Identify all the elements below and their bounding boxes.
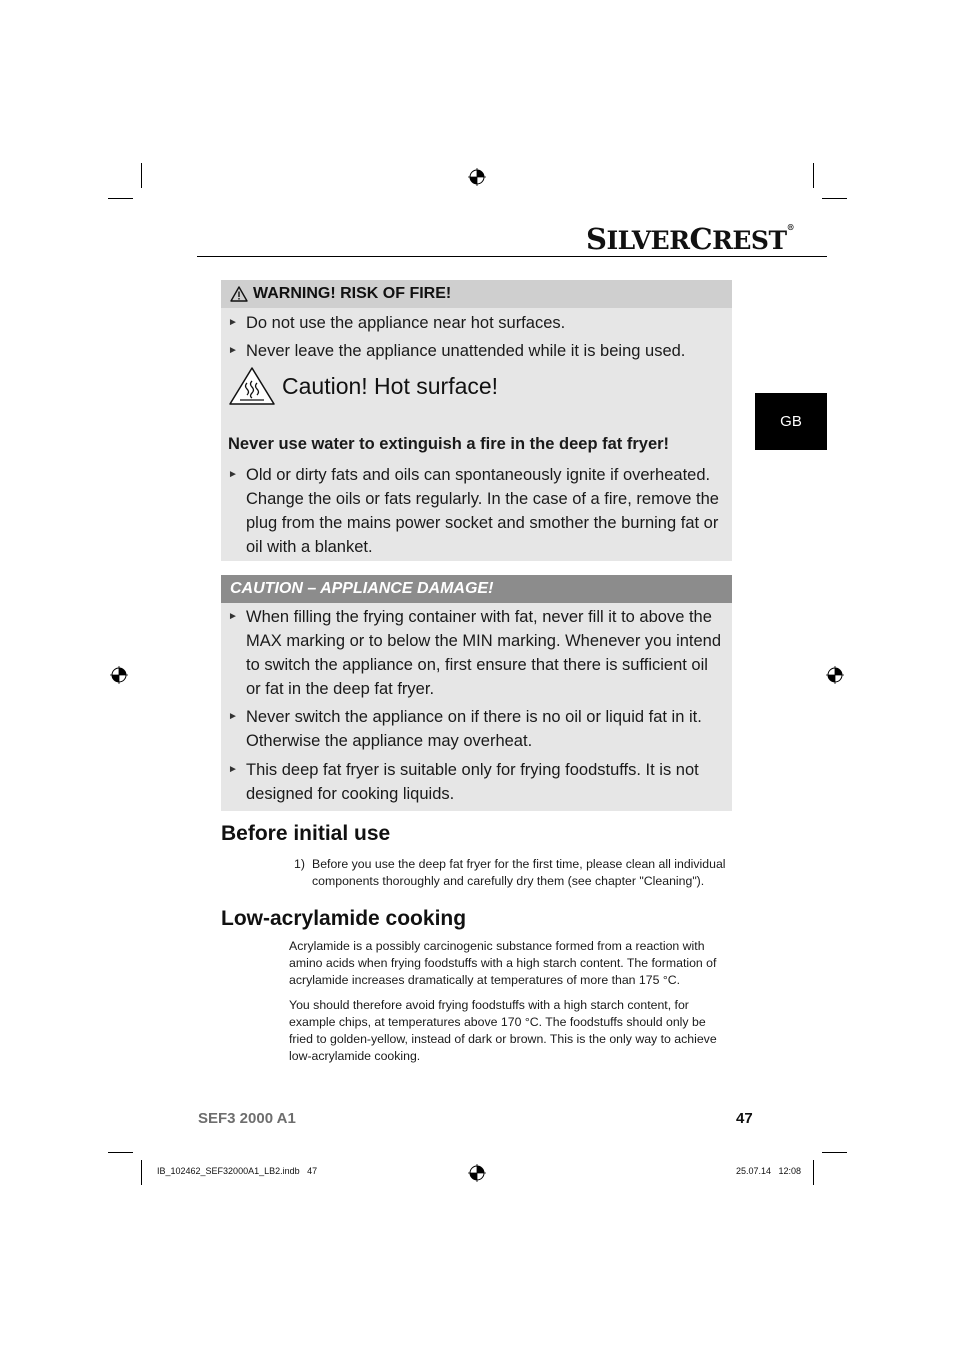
list-item: ► This deep fat fryer is suitable only for frying foodstuffs. It is not designed for cooking liquids. [228, 758, 723, 806]
triangle-right-arrow-icon: ► [228, 764, 238, 775]
warning-header [221, 280, 732, 308]
triangle-right-arrow-icon: ► [228, 469, 238, 480]
triangle-right-arrow-icon: ► [228, 317, 238, 328]
caution-title: CAUTION – APPLIANCE DAMAGE! [230, 580, 494, 597]
triangle-right-arrow-icon: ► [228, 345, 238, 356]
crop-mark [141, 163, 142, 188]
warning-triangle-icon [230, 286, 248, 302]
crop-mark [108, 198, 133, 199]
warning-title: WARNING! RISK OF FIRE! [253, 285, 452, 302]
crop-mark [822, 1152, 847, 1153]
list-item [294, 856, 734, 890]
list-item: ► Old or dirty fats and oils can spontaneously ignite if overheated. Change the oils or fats regularly. In the case of a fire, remove the plug from the mains power socket and smother the burning fat or oil with a blanket. [228, 463, 723, 559]
crop-mark [813, 163, 814, 188]
language-tab-label: GB [780, 413, 802, 430]
section-heading-before-initial-use: Before initial use [221, 822, 391, 845]
hot-surface-icon [228, 366, 276, 406]
brand-logo: SILVERCREST® [586, 222, 795, 256]
caution-box [221, 575, 732, 811]
section-heading-low-acrylamide: Low-acrylamide cooking [221, 907, 467, 930]
triangle-right-arrow-icon: ► [228, 711, 238, 722]
registration-mark-icon [468, 1164, 486, 1182]
list-item: ► Never switch the appliance on if there is no oil or liquid fat in it. Otherwise the appliance may overheat. [228, 705, 723, 753]
crop-mark [141, 1160, 142, 1185]
list-item: ► Never leave the appliance unattended while it is being used. [228, 339, 723, 363]
crop-mark [822, 198, 847, 199]
registration-mark-icon [468, 168, 486, 186]
hot-surface-label: Caution! Hot surface! [282, 372, 499, 399]
print-slug-file: IB_102462_SEF32000A1_LB2.indb 47 [157, 1166, 318, 1176]
paragraph: You should therefore avoid frying foodstuffs with a high starch content, for example chips, at temperatures above 170 °C. The foodstuffs should only be fried to golden-yellow, instead of dark or brown. This is the only way to achieve low-acrylamide cooking. [289, 998, 717, 1063]
registration-mark-icon [110, 666, 128, 684]
triangle-right-arrow-icon: ► [228, 611, 238, 622]
step-number: 1) [294, 857, 305, 871]
header-rule [197, 256, 827, 257]
list-item: ► When filling the frying container with fat, never fill it to above the MAX marking or to below the MIN marking. Whenever you intend to switch the appliance on, first ensure that there is sufficient oil or fat in the deep fat fryer. [228, 605, 723, 701]
crop-mark [813, 1160, 814, 1185]
step-text: Before you use the deep fat fryer for the first time, please clean all individual components thoroughly and carefully dry them (see chapter "Cleaning"). [312, 857, 726, 888]
crop-mark [108, 1152, 133, 1153]
list-item: ► Do not use the appliance near hot surfaces. [228, 311, 723, 335]
hot-surface-notice [228, 366, 498, 406]
page-number: 47 [736, 1110, 753, 1127]
warning-box [221, 280, 732, 561]
bold-notice: Never use water to extinguish a fire in the deep fat fryer! [228, 435, 670, 453]
print-slug-date: 25.07.14 12:08 [736, 1166, 802, 1176]
language-tab [755, 393, 827, 450]
caution-header [221, 575, 732, 603]
registration-mark-icon [826, 666, 844, 684]
paragraph: Acrylamide is a possibly carcinogenic substance formed from a reaction with amino acids when frying foodstuffs with a high starch content. The formation of acrylamide increases dramatically at temperatures of more than 175 °C. [289, 939, 717, 987]
footer-model: SEF3 2000 A1 [198, 1110, 296, 1127]
